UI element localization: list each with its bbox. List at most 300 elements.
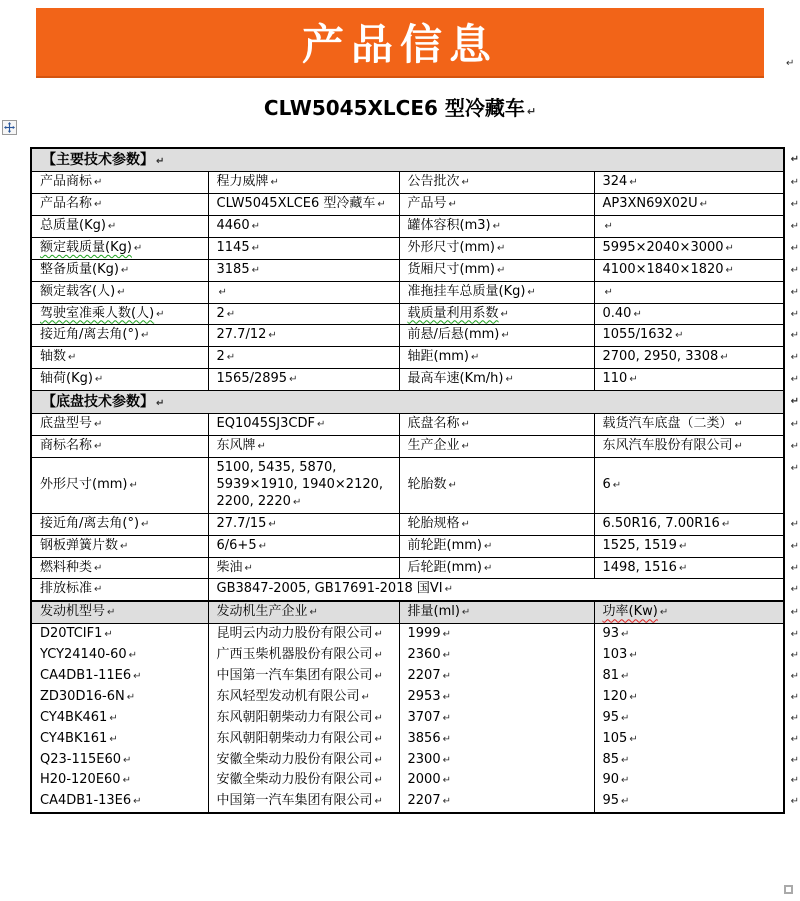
paragraph-mark: ↵ (461, 419, 470, 431)
table-row (31, 347, 784, 369)
paragraph-mark: ↵ (629, 691, 638, 703)
table-cell (31, 770, 208, 791)
table-cell (594, 729, 799, 750)
paragraph-mark: ↵ (461, 607, 471, 619)
cell-text: 【主要技术参数】 (42, 152, 154, 168)
row-end-mark: ↵ (790, 374, 800, 386)
row-end-mark: ↵ (790, 308, 800, 320)
cell-text: 2000 (407, 772, 441, 788)
paragraph-mark: ↵ (501, 330, 510, 342)
paragraph-mark: ↵ (621, 712, 630, 724)
table-row (31, 303, 784, 325)
table-cell (31, 624, 208, 645)
table-cell (399, 215, 594, 237)
paragraph-mark: ↵ (156, 398, 165, 410)
cell-text: 载货汽车底盘（二类） (602, 416, 733, 432)
paragraph-mark: ↵ (133, 242, 143, 254)
table-cell (31, 281, 208, 303)
table-cell (399, 436, 594, 458)
row-end-mark: ↵ (790, 220, 800, 232)
table-cell (31, 750, 208, 771)
cell-text: Q23-115E60 (40, 751, 122, 767)
cell-text: 产品号 (407, 196, 447, 212)
table-cell (594, 172, 800, 194)
cell-text: 排量(ml) (407, 604, 460, 620)
table-cell (594, 458, 800, 514)
table-cell (208, 750, 399, 771)
cell-text: 驾驶室准乘人数(人) (40, 305, 155, 321)
cell-text: 轴数 (40, 349, 67, 365)
paragraph-mark: ↵ (133, 670, 142, 682)
table-cell (594, 750, 799, 771)
paragraph-mark: ↵ (527, 286, 536, 298)
paragraph-mark: ↵ (361, 691, 370, 703)
cell-text: 发动机型号 (40, 604, 106, 620)
section-header-cell (31, 148, 800, 172)
table-resize-handle[interactable] (784, 885, 793, 894)
table-cell (31, 645, 208, 666)
table-cell (208, 369, 399, 391)
cell-text: 程力威牌 (216, 174, 269, 190)
paragraph-mark: ↵ (621, 796, 630, 808)
section-header-row (31, 391, 784, 414)
table-cell (31, 687, 208, 708)
cell-text: 90 (602, 772, 620, 788)
paragraph-mark: ↵ (123, 754, 132, 766)
table-cell (208, 436, 399, 458)
four-way-arrow-icon (4, 122, 15, 133)
engine-header-cell (208, 601, 399, 623)
table-cell (208, 535, 399, 557)
paragraph-mark: ↵ (374, 775, 383, 787)
table-cell (31, 303, 208, 325)
paragraph-mark: ↵ (505, 374, 514, 386)
section-header-row (31, 148, 784, 172)
paragraph-mark: ↵ (120, 264, 130, 276)
paragraph-mark: ↵ (68, 352, 77, 364)
paragraph-mark: ↵ (94, 199, 103, 211)
table-cell (399, 687, 594, 708)
paragraph-mark: ↵ (109, 712, 118, 724)
cell-text: 罐体容积(m3) (407, 217, 491, 233)
table-cell (399, 325, 594, 347)
table-cell (399, 281, 594, 303)
paragraph-mark: ↵ (374, 712, 383, 724)
table-cell (399, 750, 594, 771)
engine-row (31, 770, 784, 791)
table-cell (594, 347, 800, 369)
table-cell (208, 791, 399, 813)
table-cell (31, 458, 208, 514)
paragraph-mark: ↵ (309, 607, 318, 619)
table-cell (399, 624, 594, 645)
paragraph-mark: ↵ (442, 691, 451, 703)
cell-text: 广西玉柴机器股份有限公司 (216, 647, 373, 663)
table-row (31, 458, 784, 514)
table-cell (31, 414, 208, 436)
cell-text: 外形尺寸(mm) (407, 239, 495, 255)
table-cell (594, 687, 799, 708)
cell-text: 2360 (407, 647, 441, 663)
cell-text: 4100×1840×1820 (602, 261, 724, 277)
table-row (31, 557, 784, 579)
paragraph-mark: ↵ (94, 441, 103, 453)
cell-text: 93 (602, 626, 620, 642)
paragraph-mark: ↵ (129, 479, 138, 491)
paragraph-mark: ↵ (725, 242, 734, 254)
table-row (31, 194, 784, 216)
cell-text: AP3XN69X02U (602, 196, 698, 212)
paragraph-mark: ↵ (109, 733, 118, 745)
cell-text: CY4BK461 (40, 709, 108, 725)
row-end-mark: ↵ (790, 518, 800, 530)
table-cell (594, 535, 800, 557)
paragraph-mark: ↵ (629, 374, 638, 386)
paragraph-mark: ↵ (316, 419, 326, 431)
row-end-mark: ↵ (790, 650, 799, 662)
table-cell (399, 708, 594, 729)
table-cell (399, 557, 594, 579)
row-end-mark: ↵ (790, 691, 799, 703)
cell-text: 3185 (216, 261, 250, 277)
table-cell (399, 729, 594, 750)
table-cell (31, 237, 208, 259)
cell-text: 27.7/15 (216, 515, 267, 531)
paragraph-mark: ↵ (133, 796, 142, 808)
cell-text: 东风朝阳朝柴动力有限公司 (216, 730, 373, 746)
paragraph-mark: ↵ (107, 607, 116, 619)
paragraph-mark: ↵ (442, 712, 451, 724)
paragraph-mark: ↵ (734, 419, 743, 431)
engine-row (31, 791, 784, 813)
engine-row (31, 708, 784, 729)
cell-text: 2 (216, 305, 225, 321)
cell-text: CA4DB1-13E6 (40, 793, 132, 809)
table-cell (31, 172, 208, 194)
row-end-mark: ↵ (790, 154, 800, 165)
cell-text: 东风朝阳朝柴动力有限公司 (216, 709, 373, 725)
cell-text: 2207 (407, 667, 441, 683)
row-end-mark: ↵ (790, 712, 799, 724)
cell-text: 中国第一汽车集团有限公司 (216, 667, 373, 683)
cell-text: 5100, 5435, 5870, 5939×1910, 1940×2120, 2200, 2220 (216, 460, 384, 509)
paragraph-mark: ↵ (244, 562, 253, 574)
cell-text: 柴油 (216, 559, 243, 575)
cell-text: 安徽全柴动力股份有限公司 (216, 772, 373, 788)
engine-header-cell (399, 601, 594, 623)
engine-row (31, 645, 784, 666)
cell-text: 105 (602, 730, 628, 746)
paragraph-mark: ↵ (94, 177, 103, 189)
paragraph-mark: ↵ (141, 518, 150, 530)
paragraph-mark: ↵ (483, 540, 493, 552)
table-cell (399, 347, 594, 369)
cell-text: 发动机生产企业 (216, 604, 308, 620)
paragraph-mark: ↵ (374, 670, 383, 682)
page-title (0, 92, 800, 121)
table-row (31, 237, 784, 259)
table-cell (31, 579, 208, 601)
paragraph-mark: ↵ (226, 352, 236, 364)
paragraph-mark: ↵ (526, 105, 537, 118)
paragraph-mark: ↵ (94, 584, 103, 596)
table-cell (208, 172, 399, 194)
paragraph-mark: ↵ (786, 58, 795, 69)
table-cell (208, 259, 399, 281)
engine-row (31, 750, 784, 771)
table-cell (399, 259, 594, 281)
row-end-mark: ↵ (790, 419, 800, 431)
cell-text: 昆明云内动力股份有限公司 (216, 626, 373, 642)
page-title-text: CLW5045XLCE6 型冷藏车 (263, 96, 525, 120)
paragraph-mark: ↵ (461, 441, 470, 453)
table-cell (208, 687, 399, 708)
cell-text: 81 (602, 667, 620, 683)
table-cell (31, 535, 208, 557)
paragraph-mark: ↵ (621, 754, 630, 766)
table-row (31, 535, 784, 557)
paragraph-mark: ↵ (156, 156, 165, 167)
table-cell (208, 557, 399, 579)
main-spec-table (30, 147, 800, 602)
cell-text: 总质量(Kg) (40, 217, 106, 233)
cell-text: 轮胎数 (407, 476, 447, 492)
table-cell (594, 414, 800, 436)
engine-row (31, 624, 784, 645)
cell-text: CLW5045XLCE6 型冷藏车 (216, 196, 376, 212)
cell-text: 钢板弹簧片数 (40, 537, 119, 553)
table-cell (594, 303, 800, 325)
paragraph-mark: ↵ (374, 754, 383, 766)
table-cell (594, 645, 799, 666)
table-move-handle-icon[interactable] (2, 120, 17, 135)
table-cell (208, 215, 399, 237)
table-cell (208, 770, 399, 791)
cell-text: YCY24140-60 (40, 647, 127, 663)
table-row (31, 414, 784, 436)
cell-text: CA4DB1-11E6 (40, 667, 132, 683)
cell-text: 27.7/12 (216, 327, 267, 343)
paragraph-mark: ↵ (629, 733, 638, 745)
cell-text: 外形尺寸(mm) (40, 476, 128, 492)
cell-text: 2300 (407, 751, 441, 767)
table-cell (31, 791, 208, 813)
table-row (31, 436, 784, 458)
section-header-cell (31, 391, 800, 414)
cell-text: 2 (216, 349, 225, 365)
paragraph-mark: ↵ (442, 754, 451, 766)
table-cell (594, 369, 800, 391)
table-cell (594, 513, 800, 535)
cell-text: 3707 (407, 709, 441, 725)
row-end-mark: ↵ (790, 584, 800, 596)
paragraph-mark: ↵ (483, 562, 493, 574)
paragraph-mark: ↵ (448, 479, 457, 491)
cell-text: 产品商标 (40, 174, 93, 190)
table-cell (31, 325, 208, 347)
cell-text: 最高车速(Km/h) (407, 371, 504, 387)
cell-text: 1525, 1519 (602, 537, 677, 553)
table-cell (594, 770, 799, 791)
row-end-mark: ↵ (790, 264, 800, 276)
row-end-mark: ↵ (790, 242, 800, 254)
row-end-mark: ↵ (790, 330, 800, 342)
table-cell (399, 458, 594, 514)
paragraph-mark: ↵ (104, 629, 113, 641)
cell-text: 货厢尺寸(mm) (407, 261, 495, 277)
cell-text: 额定载客(人) (40, 283, 116, 299)
cell-text: 底盘型号 (40, 416, 93, 432)
paragraph-mark: ↵ (156, 308, 165, 320)
paragraph-mark: ↵ (292, 496, 302, 508)
cell-text: 1999 (407, 626, 441, 642)
cell-text: D20TCIF1 (40, 626, 103, 642)
cell-text: 燃料种类 (40, 559, 93, 575)
table-cell (594, 259, 800, 281)
table-cell (594, 791, 799, 813)
cell-text: 前悬/后悬(mm) (407, 327, 500, 343)
row-end-mark: ↵ (790, 607, 799, 619)
row-end-mark: ↵ (790, 352, 800, 364)
table-row (31, 172, 784, 194)
table-cell (399, 194, 594, 216)
table-cell (31, 436, 208, 458)
paragraph-mark: ↵ (94, 562, 103, 574)
row-end-mark: ↵ (790, 540, 800, 552)
paragraph-mark: ↵ (461, 518, 470, 530)
cell-text: 底盘名称 (407, 416, 460, 432)
row-end-mark: ↵ (790, 629, 799, 641)
paragraph-mark: ↵ (725, 264, 734, 276)
table-cell (208, 729, 399, 750)
table-row (31, 281, 784, 303)
table-cell (399, 172, 594, 194)
paragraph-mark: ↵ (496, 264, 506, 276)
paragraph-mark: ↵ (374, 733, 383, 745)
table-cell (31, 215, 208, 237)
table-cell (399, 645, 594, 666)
cell-text: 6.50R16, 7.00R16 (602, 515, 720, 531)
paragraph-mark: ↵ (94, 374, 104, 386)
cell-text: 6/6+5 (216, 537, 257, 553)
cell-text: 95 (602, 709, 620, 725)
table-cell (31, 557, 208, 579)
paragraph-mark: ↵ (289, 374, 298, 386)
table-cell (399, 369, 594, 391)
cell-text: 产品名称 (40, 196, 93, 212)
paragraph-mark: ↵ (442, 796, 451, 808)
engine-header-row (31, 601, 784, 623)
table-cell (31, 513, 208, 535)
paragraph-mark: ↵ (442, 775, 451, 787)
paragraph-mark: ↵ (633, 308, 642, 320)
paragraph-mark: ↵ (621, 670, 630, 682)
cell-text: 排放标准 (40, 581, 93, 597)
paragraph-mark: ↵ (218, 286, 227, 298)
row-end-mark: ↵ (790, 441, 800, 453)
paragraph-mark: ↵ (258, 540, 267, 552)
cell-text: 1498, 1516 (602, 559, 677, 575)
paragraph-mark: ↵ (442, 650, 451, 662)
row-end-mark: ↵ (790, 670, 799, 682)
cell-text: 110 (602, 371, 628, 387)
table-cell (31, 729, 208, 750)
table-cell (208, 194, 399, 216)
table-cell (594, 436, 800, 458)
table-cell (399, 666, 594, 687)
cell-text: 2953 (407, 688, 441, 704)
row-end-mark: ↵ (790, 796, 799, 808)
table-cell (208, 645, 399, 666)
paragraph-mark: ↵ (470, 352, 480, 364)
paragraph-mark: ↵ (675, 330, 684, 342)
cell-text: 准拖挂车总质量(Kg) (407, 283, 526, 299)
table-cell (208, 414, 399, 436)
table-cell (31, 666, 208, 687)
cell-text: 生产企业 (407, 438, 460, 454)
cell-text: 轮胎规格 (407, 515, 460, 531)
cell-text: 载质量利用系数 (407, 305, 499, 321)
cell-text: 120 (602, 688, 628, 704)
paragraph-mark: ↵ (226, 308, 236, 320)
cell-text: 后轮距(mm) (407, 559, 482, 575)
cell-text: 接近角/离去角(°) (40, 327, 140, 343)
cell-text: ZD30D16-6N (40, 688, 125, 704)
table-cell (399, 535, 594, 557)
table-cell (208, 458, 399, 514)
table-cell (208, 708, 399, 729)
cell-text: 中国第一汽车集团有限公司 (216, 793, 373, 809)
paragraph-mark: ↵ (720, 352, 729, 364)
row-end-mark: ↵ (790, 733, 799, 745)
table-cell (31, 369, 208, 391)
table-cell (594, 708, 799, 729)
paragraph-mark: ↵ (492, 220, 501, 232)
cell-text: GB3847-2005, GB17691-2018 国VI (216, 581, 443, 597)
table-cell (208, 666, 399, 687)
cell-text: 前轮距(mm) (407, 537, 482, 553)
spec-tables-container (30, 147, 800, 814)
engine-table (30, 600, 799, 814)
paragraph-mark: ↵ (629, 650, 638, 662)
cell-text: 东风汽车股份有限公司 (602, 438, 733, 454)
paragraph-mark: ↵ (500, 308, 509, 320)
table-cell (31, 194, 208, 216)
paragraph-mark: ↵ (604, 220, 613, 232)
cell-text: 85 (602, 751, 620, 767)
cell-text: 【底盘技术参数】 (42, 394, 154, 411)
paragraph-mark: ↵ (621, 775, 630, 787)
row-end-mark: ↵ (790, 775, 799, 787)
paragraph-mark: ↵ (442, 733, 451, 745)
paragraph-mark: ↵ (629, 177, 638, 189)
engine-header-cell (594, 601, 799, 623)
cell-text: 2207 (407, 793, 441, 809)
table-cell (31, 347, 208, 369)
paragraph-mark: ↵ (496, 242, 506, 254)
table-cell (208, 237, 399, 259)
engine-row (31, 666, 784, 687)
table-cell (594, 194, 800, 216)
paragraph-mark: ↵ (659, 607, 669, 619)
table-cell (594, 215, 800, 237)
table-cell (208, 347, 399, 369)
table-cell (594, 624, 799, 645)
cell-text: 5995×2040×3000 (602, 239, 724, 255)
table-cell (208, 513, 399, 535)
paragraph-mark: ↵ (270, 177, 279, 189)
table-cell (594, 281, 800, 303)
